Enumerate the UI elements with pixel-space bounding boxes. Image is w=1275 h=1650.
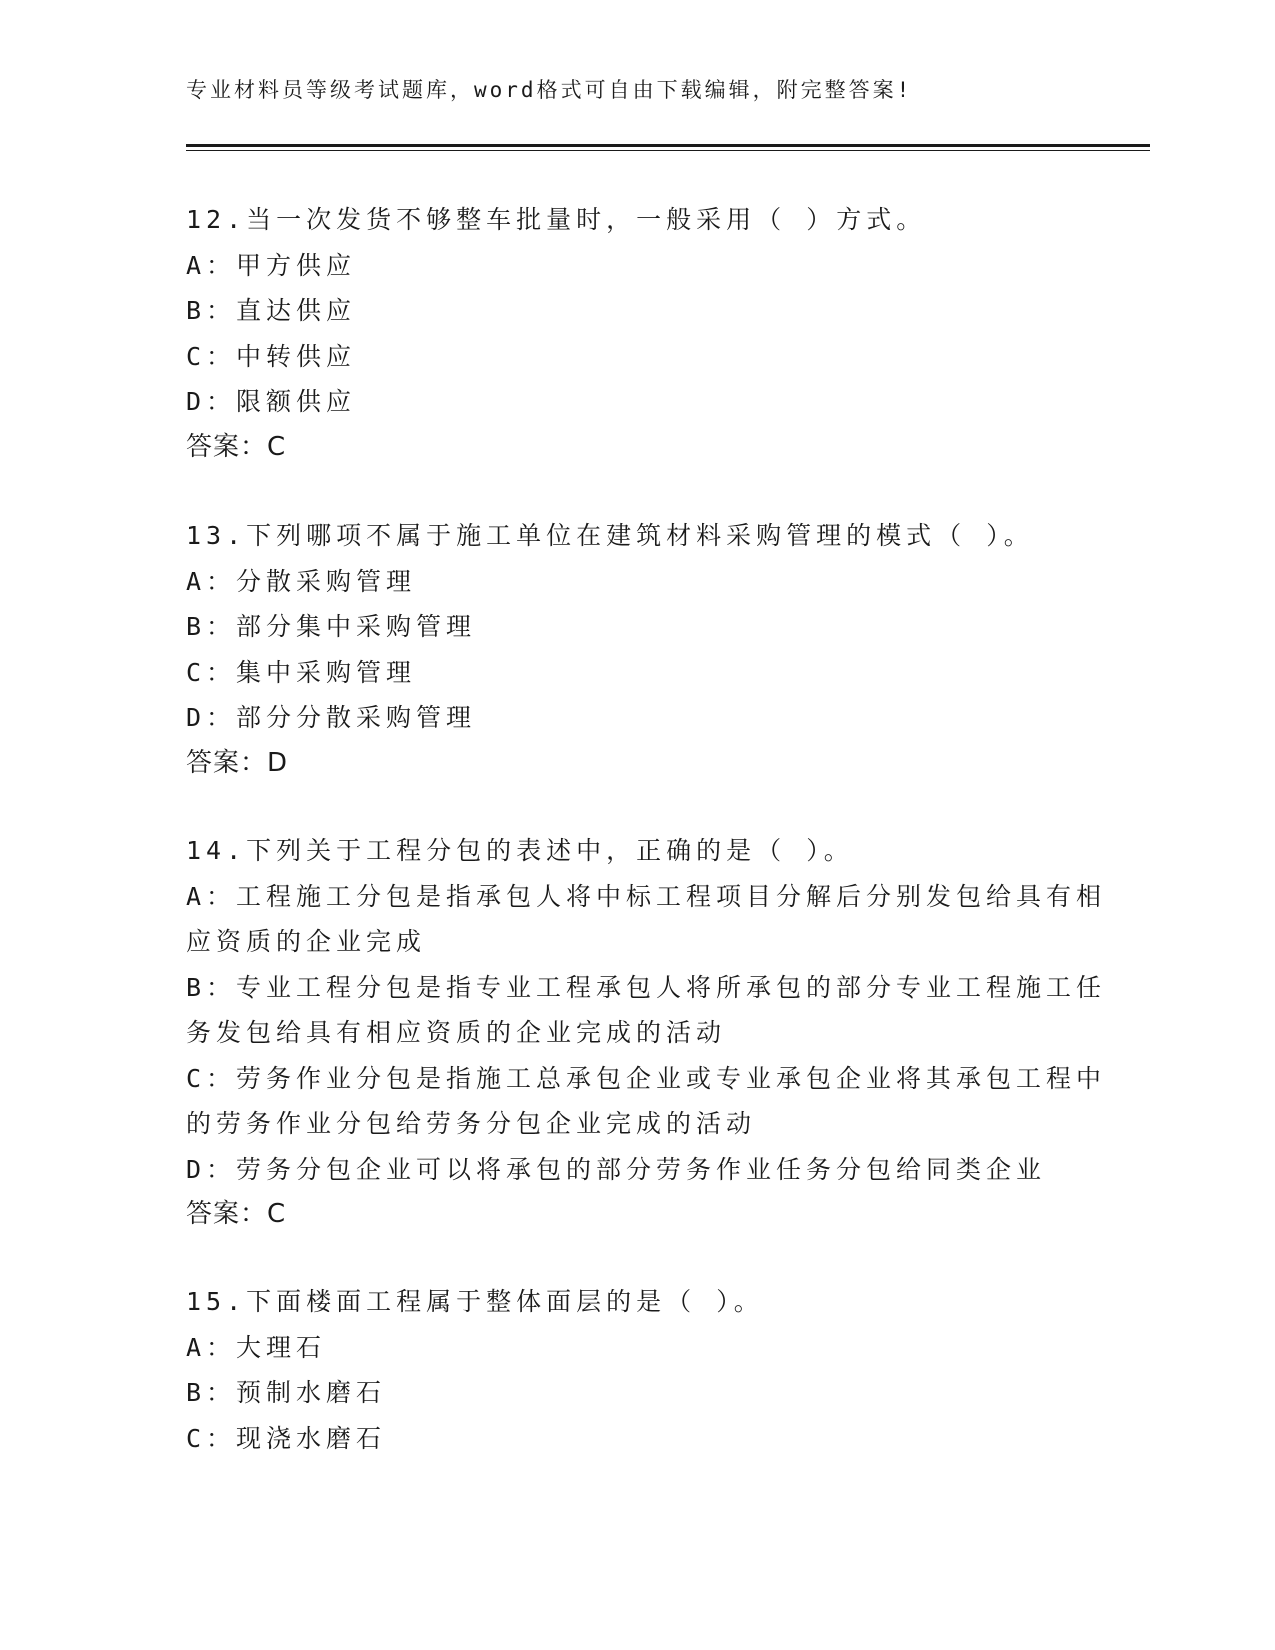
option-d: D：部分分散采购管理 (186, 703, 477, 732)
option-a-line-2: 应资质的企业完成 (186, 927, 427, 956)
option-b: B：部分集中采购管理 (186, 612, 477, 641)
question-stem: 14.下列关于工程分包的表述中，正确的是（ ）。 (186, 836, 854, 865)
option-c-line-2: 的劳务作业分包给劳务分包企业完成的活动 (186, 1109, 757, 1138)
option-b-line-1: B：专业工程分包是指专业工程承包人将所承包的部分专业工程施工任 (186, 972, 1107, 1002)
question-14 (186, 828, 1107, 1238)
option-b: B：直达供应 (186, 296, 357, 325)
option-a: A：分散采购管理 (186, 566, 417, 596)
question-stem: 15.下面楼面工程属于整体面层的是（ ）。 (186, 1287, 764, 1316)
option-c: C：现浇水磨石 (186, 1423, 387, 1453)
option-b (186, 965, 1107, 1056)
answer: 答案：D (186, 747, 289, 778)
page-header: 专业材料员等级考试题库，word格式可自由下载编辑，附完整答案! (186, 78, 913, 102)
question-stem: 12.当一次发货不够整车批量时，一般采用（ ）方式。 (186, 205, 927, 234)
option-c-line-1: C：劳务作业分包是指施工总承包企业或专业承包企业将其承包工程中 (186, 1063, 1107, 1093)
option-a: A：甲方供应 (186, 250, 357, 280)
question-15 (186, 1279, 1066, 1461)
answer: 答案：C (186, 1199, 287, 1229)
question-stem: 13.下列哪项不属于施工单位在建筑材料采购管理的模式（ ）。 (186, 521, 1034, 550)
option-c (186, 1056, 1107, 1147)
header-rule-thick (186, 144, 1150, 147)
answer: 答案：C (186, 431, 287, 462)
option-c: C：集中采购管理 (186, 657, 417, 687)
option-a-line-1: A：工程施工分包是指承包人将中标工程项目分解后分别发包给具有相 (186, 881, 1107, 911)
option-b-line-2: 务发包给具有相应资质的企业完成的活动 (186, 1018, 727, 1047)
header-rule-thin (186, 150, 1150, 151)
question-13 (186, 513, 1066, 786)
option-a (186, 874, 1107, 965)
option-d: D：劳务分包企业可以将承包的部分劳务作业任务分包给同类企业 (186, 1154, 1047, 1184)
option-a: A：大理石 (186, 1332, 327, 1362)
option-b: B：预制水磨石 (186, 1378, 387, 1407)
question-12 (186, 197, 1066, 470)
option-d: D：限额供应 (186, 387, 357, 416)
option-c: C：中转供应 (186, 341, 357, 371)
